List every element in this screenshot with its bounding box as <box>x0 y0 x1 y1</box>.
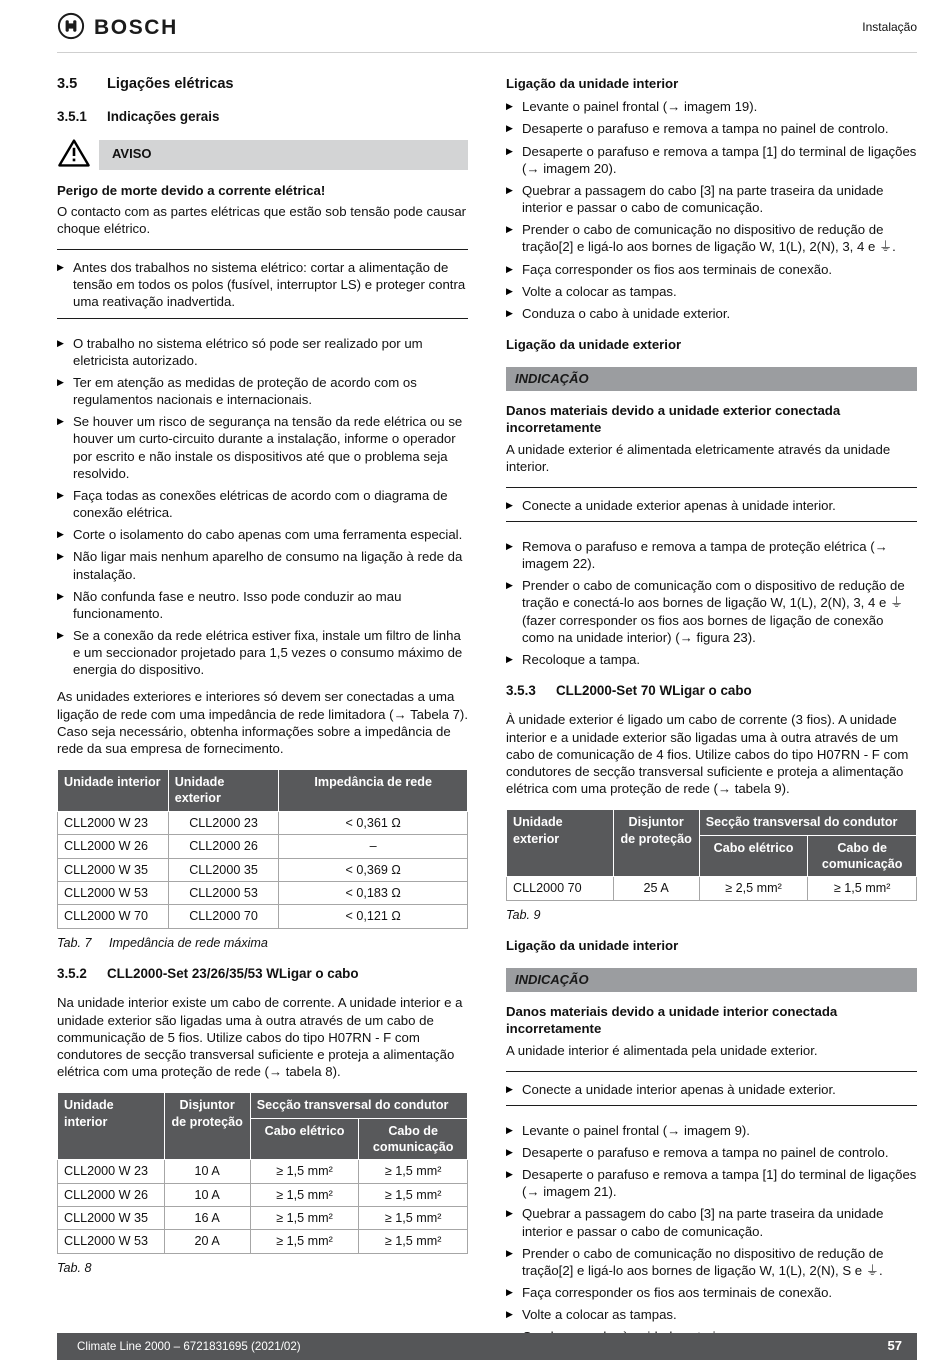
table-cell: ≥ 1,5 mm² <box>359 1183 468 1206</box>
bullet-text: Levante o painel frontal (→ imagem 9). <box>522 1122 750 1138</box>
bullet-icon: ▶ <box>506 1309 513 1320</box>
notice-body: A unidade interior é alimentada pela unidade exterior. <box>506 1042 818 1058</box>
table-cell: CLL2000 W 26 <box>58 1183 165 1206</box>
bullet-text: Faça todas as conexões elétricas de acordo com o diagrama de conexão elétrica. <box>73 487 448 521</box>
table-cell: CLL2000 W 35 <box>58 1206 165 1229</box>
list-item <box>506 1144 917 1161</box>
table-cell: ≥ 1,5 mm² <box>359 1160 468 1183</box>
table-header-row <box>507 810 917 835</box>
subheading-indoor-connection-2: Ligação da unidade interior <box>506 938 679 954</box>
table-header-cell: Cabo de comunicação <box>808 835 917 877</box>
table-cell: CLL2000 W 53 <box>58 881 169 904</box>
table-cell: CLL2000 W 23 <box>58 811 169 834</box>
table-header-cell: Disjuntor de proteção <box>164 1093 250 1160</box>
list-item <box>506 261 917 278</box>
subheading-outdoor-connection: Ligação da unidade exterior <box>506 337 682 353</box>
table-row <box>58 1183 468 1206</box>
table-row <box>58 1206 468 1229</box>
bullet-icon: ▶ <box>506 580 513 591</box>
table-cell: CLL2000 70 <box>168 905 279 928</box>
table-cell: CLL2000 23 <box>168 811 279 834</box>
table-cell: 10 A <box>164 1183 250 1206</box>
bullet-text: Quebrar a passagem do cabo [3] na parte traseira da unidade interior e passar o cabo de comunicação. <box>522 1206 884 1239</box>
notice-title: Danos materiais devido a unidade exterior conectada incorretamente <box>506 403 841 436</box>
list-item <box>506 497 917 514</box>
bullet-text: Quebrar a passagem do cabo [3] na parte traseira da unidade interior e passar o cabo de comunicação. <box>522 182 884 216</box>
warning-triangle-icon <box>57 138 91 172</box>
bullet-icon: ▶ <box>57 262 64 273</box>
bullet-icon: ▶ <box>506 307 513 318</box>
table-cell: ≥ 2,5 mm² <box>699 877 808 900</box>
impedance-table <box>57 769 468 929</box>
bullet-text: Remova o parafuso e remova a tampa de proteção elétrica (→ imagem 22). <box>522 538 888 572</box>
section-title: Indicações gerais <box>107 109 220 125</box>
table-row <box>58 905 468 928</box>
notice-action-box <box>506 487 917 522</box>
bullet-icon: ▶ <box>57 416 64 427</box>
table-caption <box>57 1260 468 1276</box>
table-row <box>58 835 468 858</box>
bullet-icon: ▶ <box>506 224 513 235</box>
table-cell: CLL2000 W 26 <box>58 835 169 858</box>
table-header-cell: Impedância de rede <box>279 770 468 812</box>
list-item <box>57 588 468 622</box>
section-number: 3.5.1 <box>57 109 87 125</box>
bosch-logo-icon <box>57 12 85 44</box>
list-item <box>57 413 468 482</box>
bullet-icon: ▶ <box>57 337 64 348</box>
page-header <box>57 0 917 53</box>
table-caption-label: Tab. 9 <box>506 907 541 922</box>
impedance-paragraph: As unidades exteriores e interiores só devem ser conectadas a uma ligação de rede com uma impedância de rede limitadora (→ Tabela 7). Caso seja necessário, obtenha informações sobre a impedância de rede da sua empresa de fornecimento. <box>57 689 468 756</box>
table-header-row <box>58 770 468 812</box>
page-footer <box>57 1333 917 1360</box>
table-cell: ≥ 1,5 mm² <box>250 1230 359 1253</box>
breaker-table-set23-53 <box>57 1092 468 1254</box>
bullet-text: Conecte a unidade exterior apenas à unidade interior. <box>522 497 836 513</box>
section-title: CLL2000-Set 23/26/35/53 WLigar o cabo <box>107 965 359 981</box>
list-item <box>506 577 917 646</box>
bullet-text: Se houver um risco de segurança na tensão da rede elétrica ou se houver um curto-circuito durante a instalação, informe o operador por escrito e não instale os dispositivos até que o problema seja resolvido. <box>73 414 463 481</box>
bullet-text: Prender o cabo de comunicação no dispositivo de redução de tração[2] e ligá-lo aos bornes de ligação W, 1(L), 2(N), 3, 4 e ⏚. <box>522 222 896 255</box>
bullet-icon: ▶ <box>57 489 64 500</box>
bullet-icon: ▶ <box>506 1208 513 1219</box>
table-row <box>58 1230 468 1253</box>
table-header-cell: Unidade interior <box>58 1093 165 1160</box>
bullet-text: Conduza o cabo à unidade exterior. <box>522 305 731 321</box>
bullet-text: O trabalho no sistema elétrico só pode ser realizado por um eletricista autorizado. <box>73 335 423 368</box>
left-column <box>57 71 468 1355</box>
bullet-icon: ▶ <box>57 376 64 387</box>
list-item <box>506 143 917 177</box>
list-item <box>506 98 917 115</box>
table-header-cell: Unidade interior <box>58 770 169 812</box>
bullet-text: Não ligar mais nenhum aparelho de consumo na ligação à rede da instalação. <box>73 549 463 582</box>
bullet-text: Não confunda fase e neutro. Isso pode conduzir ao mau funcionamento. <box>73 588 402 621</box>
bullet-text: Prender o cabo de comunicação com o dispositivo de redução de tração e conectá-lo aos bornes de ligação W, 1(L), 2(N), 3, 4 e ⏚ (fazer corresponder os fios aos bornes de ligação de conexão como na unidade interior) (→ figura 23). <box>522 578 905 645</box>
list-item <box>506 120 917 137</box>
table-caption-label: Tab. 8 <box>57 1260 92 1275</box>
bullet-text: Antes dos trabalhos no sistema elétrico: cortar a alimentação de tensão em todos os polos (fusível, interruptor LS) e proteger contra uma reativação inadvertida. <box>73 260 466 310</box>
section-heading-3-5-3 <box>506 682 917 699</box>
bullet-text: Desaperte o parafuso e remova a tampa no painel de controlo. <box>522 1145 889 1160</box>
bullet-icon: ▶ <box>57 629 64 640</box>
table-cell: CLL2000 W 70 <box>58 905 169 928</box>
table-row <box>58 1160 468 1183</box>
table-header-cell: Secção transversal do condutor <box>699 810 916 835</box>
list-item <box>506 221 917 255</box>
bullet-icon: ▶ <box>57 551 64 562</box>
bullet-icon: ▶ <box>506 499 513 510</box>
bullet-icon: ▶ <box>506 123 513 134</box>
section-heading-3-5 <box>57 75 468 94</box>
list-item <box>57 259 468 310</box>
list-item <box>506 1122 917 1139</box>
table-cell: ≥ 1,5 mm² <box>359 1206 468 1229</box>
table-cell: CLL2000 35 <box>168 858 279 881</box>
general-instructions-list <box>57 335 468 679</box>
list-item <box>506 182 917 216</box>
notice-banner: INDICAÇÃO <box>506 968 917 992</box>
indoor-connection-steps <box>506 98 917 322</box>
table-cell: 25 A <box>613 877 699 900</box>
bullet-icon: ▶ <box>506 1124 513 1135</box>
section-3-5-3-body: À unidade exterior é ligado um cabo de corrente (3 fios). A unidade interior e a unidade exterior são ligadas uma à outra através de um cabo de comunicação de 4 fios. Utilize cabos do tipo H07RN - F com condutores de secção transversal suficiente e proteja a alimentação elétrica com uma proteção de rede (→ tabela 9). <box>506 712 909 797</box>
bullet-icon: ▶ <box>506 263 513 274</box>
bullet-text: Faça corresponder os fios aos terminais de conexão. <box>522 261 833 277</box>
table-cell: CLL2000 70 <box>507 877 614 900</box>
table-header-cell: Cabo elétrico <box>699 835 808 877</box>
table-cell: < 0,183 Ω <box>279 881 468 904</box>
brand <box>57 12 178 44</box>
bullet-text: Desaperte o parafuso e remova a tampa [1] do terminal de ligações (→ imagem 21). <box>522 1167 917 1200</box>
list-item <box>57 487 468 521</box>
bullet-icon: ▶ <box>506 1083 513 1094</box>
bullet-icon: ▶ <box>57 590 64 601</box>
table-header-cell: Unidade exterior <box>507 810 614 877</box>
section-3-5-2-body: Na unidade interior existe um cabo de corrente. A unidade interior e a unidade exterior são ligadas uma à outra através de um cabo de communicação de 5 fios. Utilize cabos do tipo H07RN - F com condutores de secção transversal suficiente e proteja a alimentação elétrica com uma proteção de rede (→ tabela 8). <box>57 995 463 1079</box>
bullet-text: Desaperte o parafuso e remova a tampa [1] do terminal de ligações (→ imagem 20). <box>522 143 917 176</box>
notice-action-box <box>506 1071 917 1106</box>
list-item <box>506 1245 917 1279</box>
list-item <box>57 374 468 408</box>
list-item <box>506 305 917 322</box>
table-cell: ≥ 1,5 mm² <box>250 1206 359 1229</box>
notice-title: Danos materiais devido a unidade interior conectada incorretamente <box>506 1004 838 1037</box>
bullet-text: Levante o painel frontal (→ imagem 19). <box>522 99 758 115</box>
table-row <box>507 877 917 900</box>
list-item <box>506 1081 917 1098</box>
bullet-icon: ▶ <box>506 540 513 551</box>
bullet-icon: ▶ <box>506 101 513 112</box>
bullet-text: Volte a colocar as tampas. <box>522 1307 677 1323</box>
section-number: 3.5.3 <box>506 683 536 699</box>
warning-body: O contacto com as partes elétricas que estão sob tensão pode causar choque elétrico. <box>57 203 467 237</box>
content-columns <box>0 53 950 1355</box>
running-header-label: Instalação <box>862 20 917 35</box>
table-cell: CLL2000 W 23 <box>58 1160 165 1183</box>
bullet-text: Volte a colocar as tampas. <box>522 283 677 299</box>
section-number: 3.5 <box>57 76 78 93</box>
list-item <box>506 283 917 300</box>
table-cell: CLL2000 W 35 <box>58 858 169 881</box>
table-cell: CLL2000 W 53 <box>58 1230 165 1253</box>
indoor-connection-steps-2 <box>506 1122 917 1346</box>
bullet-icon: ▶ <box>506 653 513 664</box>
table-cell: CLL2000 26 <box>168 835 279 858</box>
table-cell: 10 A <box>164 1160 250 1183</box>
table-caption-text: Impedância de rede máxima <box>109 935 268 950</box>
table-caption <box>57 935 468 951</box>
bullet-text: Faça corresponder os fios aos terminais de conexão. <box>522 1285 833 1301</box>
list-item <box>506 1284 917 1301</box>
bullet-icon: ▶ <box>506 184 513 195</box>
bullet-icon: ▶ <box>506 1287 513 1298</box>
bullet-icon: ▶ <box>506 1247 513 1258</box>
table-caption-label: Tab. 7 <box>57 935 92 950</box>
page-number: 57 <box>887 1338 902 1354</box>
bullet-text: Desaperte o parafuso e remova a tampa no painel de controlo. <box>522 121 889 137</box>
list-item <box>506 1205 917 1239</box>
table-cell: CLL2000 53 <box>168 881 279 904</box>
bullet-icon: ▶ <box>57 529 64 540</box>
list-item <box>506 651 917 668</box>
table-cell: < 0,121 Ω <box>279 905 468 928</box>
section-heading-3-5-2 <box>57 965 468 982</box>
notice-banner: INDICAÇÃO <box>506 367 917 391</box>
bullet-text: Conecte a unidade interior apenas à unidade exterior. <box>522 1081 836 1097</box>
table-cell: ≥ 1,5 mm² <box>808 877 917 900</box>
breaker-table-set70 <box>506 809 917 900</box>
table-header-cell: Cabo de comunicação <box>359 1118 468 1160</box>
list-item <box>506 1166 917 1200</box>
section-number: 3.5.2 <box>57 965 87 981</box>
table-cell: ≥ 1,5 mm² <box>359 1230 468 1253</box>
section-title: CLL2000-Set 70 WLigar o cabo <box>556 683 752 699</box>
bullet-text: Prender o cabo de comunicação no dispositivo de redução de tração[2] e ligá-lo aos bornes de ligação W, 1(L), 2(N), S e ⏚. <box>522 1245 884 1278</box>
warning-banner <box>57 138 468 172</box>
table-cell: ≥ 1,5 mm² <box>250 1160 359 1183</box>
table-row <box>58 858 468 881</box>
table-row <box>58 881 468 904</box>
table-header-cell: Disjuntor de proteção <box>613 810 699 877</box>
section-title: Ligações elétricas <box>107 76 234 93</box>
bullet-text: Ter em atenção as medidas de proteção de acordo com os regulamentos nacionais e internacionais. <box>73 374 417 408</box>
table-cell: < 0,361 Ω <box>279 811 468 834</box>
table-header-cell: Cabo elétrico <box>250 1118 359 1160</box>
list-item <box>57 548 468 582</box>
table-row <box>58 811 468 834</box>
list-item <box>506 538 917 572</box>
table-cell: < 0,369 Ω <box>279 858 468 881</box>
warning-action-box <box>57 249 468 318</box>
table-cell: 20 A <box>164 1230 250 1253</box>
table-header-row <box>58 1093 468 1118</box>
table-header-cell: Unidade exterior <box>168 770 279 812</box>
footer-doc-info: Climate Line 2000 – 6721831695 (2021/02) <box>77 1339 301 1353</box>
bullet-icon: ▶ <box>506 145 513 156</box>
table-cell: ≥ 1,5 mm² <box>250 1183 359 1206</box>
bullet-icon: ▶ <box>506 1147 513 1157</box>
subheading-indoor-connection: Ligação da unidade interior <box>506 76 679 92</box>
bullet-icon: ▶ <box>506 285 513 296</box>
bullet-text: Recoloque a tampa. <box>522 651 641 667</box>
table-cell: – <box>279 835 468 858</box>
list-item <box>57 526 468 543</box>
list-item <box>57 335 468 369</box>
warning-title: Perigo de morte devido a corrente elétrica! <box>57 182 326 198</box>
notice-body: A unidade exterior é alimentada eletricamente através da unidade interior. <box>506 441 891 474</box>
brand-name: BOSCH <box>94 16 178 40</box>
table-header-cell: Secção transversal do condutor <box>250 1093 467 1118</box>
bullet-text: Corte o isolamento do cabo apenas com uma ferramenta especial. <box>73 527 463 543</box>
outdoor-connection-steps <box>506 538 917 668</box>
table-cell: 16 A <box>164 1206 250 1229</box>
warning-label: AVISO <box>99 140 468 170</box>
list-item <box>506 1306 917 1323</box>
list-item <box>57 627 468 678</box>
table-caption <box>506 907 917 923</box>
bullet-text: Se a conexão da rede elétrica estiver fixa, instale um filtro de linha e um seccionador projetado para 1,5 vezes o consumo máximo de energia do dispositivo. <box>73 627 463 678</box>
right-column <box>506 71 917 1355</box>
section-heading-3-5-1 <box>57 108 468 125</box>
bullet-icon: ▶ <box>506 1169 513 1180</box>
